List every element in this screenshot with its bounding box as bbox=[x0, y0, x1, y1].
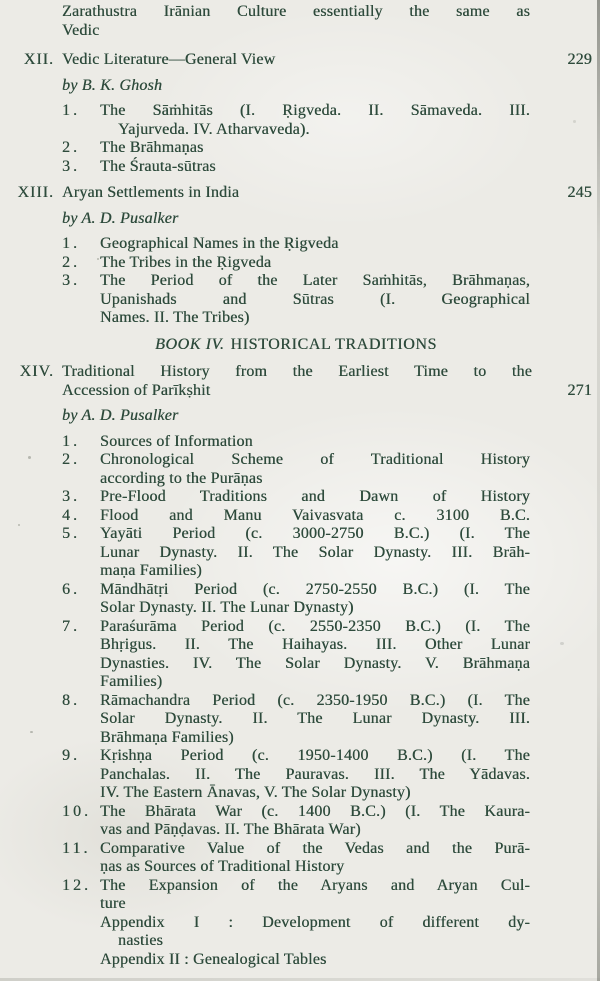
item-line: Geographical Names in the Ṛigveda bbox=[100, 235, 339, 252]
item-text bbox=[100, 877, 530, 914]
carryover-line: Zarathustra Irānian Culture essentially the same as bbox=[62, 3, 530, 20]
toc-item bbox=[56, 139, 600, 158]
scan-speckle bbox=[573, 120, 576, 123]
item-line: Families) bbox=[100, 673, 163, 690]
item-text bbox=[100, 525, 530, 581]
item-line: Yajurveda. IV. Atharvaveda). bbox=[118, 120, 310, 138]
item-line: The Bhārata War (c. 1400 B.C.) (I. The Kaura- bbox=[100, 802, 530, 820]
item-text bbox=[100, 102, 530, 139]
chapter-page-number: 245 bbox=[567, 184, 592, 201]
toc-item bbox=[56, 102, 600, 139]
toc-item bbox=[56, 747, 600, 803]
chapter-byline: by A. D. Pusalker bbox=[62, 407, 179, 424]
toc-item bbox=[56, 877, 600, 914]
item-line: Names. II. The Tribes) bbox=[100, 309, 250, 326]
item-number: 9. bbox=[62, 747, 80, 764]
item-text bbox=[100, 272, 530, 328]
chapter-XII bbox=[0, 51, 600, 176]
item-line: Māndhātṛi Period (c. 2750-2550 B.C.) (I. The bbox=[100, 580, 530, 598]
chapter-numeral: XIV. bbox=[19, 363, 54, 380]
item-text bbox=[100, 451, 530, 488]
item-line: Pre-Flood Traditions and Dawn of History bbox=[100, 488, 530, 505]
chapter-items bbox=[56, 235, 600, 328]
item-number: 6. bbox=[62, 580, 80, 598]
item-line: Solar Dynasty. II. The Lunar Dynasty. III. bbox=[100, 710, 530, 727]
item-line: Rāmachandra Period (c. 2350-1950 B.C.) (I. The bbox=[100, 691, 530, 709]
toc-item bbox=[56, 692, 600, 748]
scan-speckle bbox=[97, 258, 99, 260]
item-line: Paraśurāma Period (c. 2550-2350 B.C.) (I. The bbox=[100, 617, 530, 635]
toc-item bbox=[56, 451, 600, 488]
item-number: 4. bbox=[62, 506, 80, 524]
scan-speckle bbox=[560, 642, 564, 645]
scan-speckle bbox=[18, 524, 20, 526]
item-line: vas and Pāṇḍavas. II. The Bhārata War) bbox=[100, 821, 361, 838]
item-number bbox=[56, 951, 100, 970]
book-heading-number: BOOK IV. bbox=[155, 335, 225, 353]
chapter-page-number: 229 bbox=[567, 51, 592, 68]
chapter-title bbox=[62, 363, 532, 400]
item-line: Lunar Dynasty. II. The Solar Dynasty. III. Brāh- bbox=[100, 543, 530, 561]
item-line: Solar Dynasty. II. The Lunar Dynasty) bbox=[100, 599, 354, 616]
item-line: The Śrauta-sūtras bbox=[100, 157, 216, 175]
item-line: Brāhmaṇa Families) bbox=[100, 728, 234, 746]
item-text bbox=[100, 581, 530, 618]
item-number: 1. bbox=[62, 432, 80, 450]
item-line: ture bbox=[100, 895, 126, 912]
item-line: The Tribes in the Ṛigveda bbox=[100, 253, 272, 271]
item-text bbox=[100, 618, 530, 692]
item-line: IV. The Eastern Ānavas, V. The Solar Dynasty) bbox=[100, 784, 411, 801]
item-number: 10. bbox=[62, 802, 91, 820]
item-number: 8. bbox=[62, 691, 80, 709]
item-number: 1. bbox=[62, 102, 80, 119]
item-line: ṇas as Sources of Traditional History bbox=[100, 858, 345, 875]
item-line: Appendix II : Genealogical Tables bbox=[100, 950, 327, 968]
chapter-title bbox=[62, 51, 532, 70]
item-line: The Period of the Later Saṁhitās, Brāhmaṇas, bbox=[100, 272, 530, 289]
chapter-numeral: XII. bbox=[23, 51, 54, 68]
chapter-title-line: Aryan Settlements in India bbox=[62, 184, 240, 201]
chapter-title-line: Traditional History from the Earliest Time to the bbox=[62, 363, 532, 380]
item-number: 3. bbox=[62, 272, 80, 289]
chapter-header bbox=[8, 363, 600, 400]
chapter-byline: by A. D. Pusalker bbox=[62, 209, 179, 227]
chapter-title-line: Vedic Literature—General View bbox=[62, 51, 276, 68]
item-number: 2. bbox=[62, 253, 80, 271]
item-line: nasties bbox=[118, 932, 163, 949]
chapter-header bbox=[8, 184, 600, 203]
item-number bbox=[56, 914, 100, 951]
item-text bbox=[100, 235, 530, 254]
toc-item bbox=[56, 840, 600, 877]
item-line: Upanishads and Sūtras (I. Geographical bbox=[100, 290, 530, 308]
item-text bbox=[100, 139, 530, 158]
item-line: Kṛishṇa Period (c. 1950-1400 B.C.) (I. The bbox=[100, 747, 530, 764]
carryover-paragraph bbox=[62, 3, 530, 40]
chapter-items bbox=[56, 433, 600, 970]
toc-item bbox=[56, 618, 600, 692]
item-line: Comparative Value of the Vedas and the Purā- bbox=[100, 839, 530, 857]
toc-item bbox=[56, 507, 600, 526]
item-number: 2. bbox=[62, 451, 80, 468]
toc-item bbox=[56, 158, 600, 177]
item-text bbox=[100, 747, 530, 803]
toc-item bbox=[56, 525, 600, 581]
chapter-numeral: XIII. bbox=[17, 184, 54, 201]
item-text bbox=[100, 692, 530, 748]
item-text bbox=[100, 488, 530, 507]
chapter-header bbox=[8, 51, 600, 70]
item-text bbox=[100, 158, 530, 177]
item-line: The Expansion of the Aryans and Aryan Cul- bbox=[100, 876, 530, 894]
toc-item bbox=[56, 803, 600, 840]
item-number: 3. bbox=[62, 488, 80, 505]
item-number: 1. bbox=[62, 235, 80, 252]
toc-item bbox=[56, 433, 600, 452]
scan-speckle bbox=[30, 731, 33, 733]
item-text bbox=[100, 803, 530, 840]
item-text bbox=[100, 914, 530, 951]
chapter-page-number: 271 bbox=[567, 381, 592, 399]
toc-item bbox=[56, 488, 600, 507]
toc-item bbox=[56, 914, 600, 951]
toc-item bbox=[56, 951, 600, 970]
item-number: 3. bbox=[62, 157, 80, 175]
scan-speckle bbox=[28, 456, 31, 459]
toc-item bbox=[56, 581, 600, 618]
item-line: according to the Purāṇas bbox=[100, 469, 263, 487]
item-number: 2. bbox=[62, 139, 80, 156]
item-line: Bhṛigus. II. The Haihayas. III. Other Lunar bbox=[100, 636, 530, 653]
carryover-line: Vedic bbox=[62, 21, 100, 39]
item-text bbox=[100, 840, 530, 877]
item-text bbox=[100, 507, 530, 526]
item-line: Panchalas. II. The Pauravas. III. The Yādavas. bbox=[100, 765, 530, 783]
chapter-XIV bbox=[0, 363, 600, 969]
item-line: The Sāṁhitās (I. Ṛigveda. II. Sāmaveda. III. bbox=[100, 102, 530, 119]
item-line: Chronological Scheme of Traditional History bbox=[100, 451, 530, 468]
item-number: 7. bbox=[62, 617, 80, 635]
item-number: 12. bbox=[62, 876, 91, 894]
book-heading bbox=[62, 336, 530, 355]
book-heading-title: HISTORICAL TRADITIONS bbox=[230, 335, 437, 353]
item-line: maṇa Families) bbox=[100, 562, 202, 579]
item-line: Appendix I : Development of different dy- bbox=[100, 913, 530, 931]
chapter-title bbox=[62, 184, 532, 203]
item-line: Flood and Manu Vaivasvata c. 3100 B.C. bbox=[100, 506, 530, 524]
item-line: Sources of Information bbox=[100, 432, 253, 450]
chapter-items bbox=[56, 102, 600, 176]
toc-item bbox=[56, 254, 600, 273]
item-number: 11. bbox=[62, 839, 91, 857]
item-line: The Brāhmaṇas bbox=[100, 139, 204, 156]
item-line: Yayāti Period (c. 3000-2750 B.C.) (I. The bbox=[100, 525, 530, 542]
item-text bbox=[100, 254, 530, 273]
chapter-title-line: Accession of Parīkṣhit bbox=[62, 381, 211, 399]
item-number: 5. bbox=[62, 525, 80, 542]
toc-item bbox=[56, 272, 600, 328]
item-text bbox=[100, 433, 530, 452]
chapter-XIII bbox=[0, 184, 600, 328]
chapter-byline: by B. K. Ghosh bbox=[62, 76, 163, 94]
item-text bbox=[100, 951, 530, 970]
item-line: Dynasties. IV. The Solar Dynasty. V. Brāhmaṇa bbox=[100, 654, 530, 672]
toc-item bbox=[56, 235, 600, 254]
